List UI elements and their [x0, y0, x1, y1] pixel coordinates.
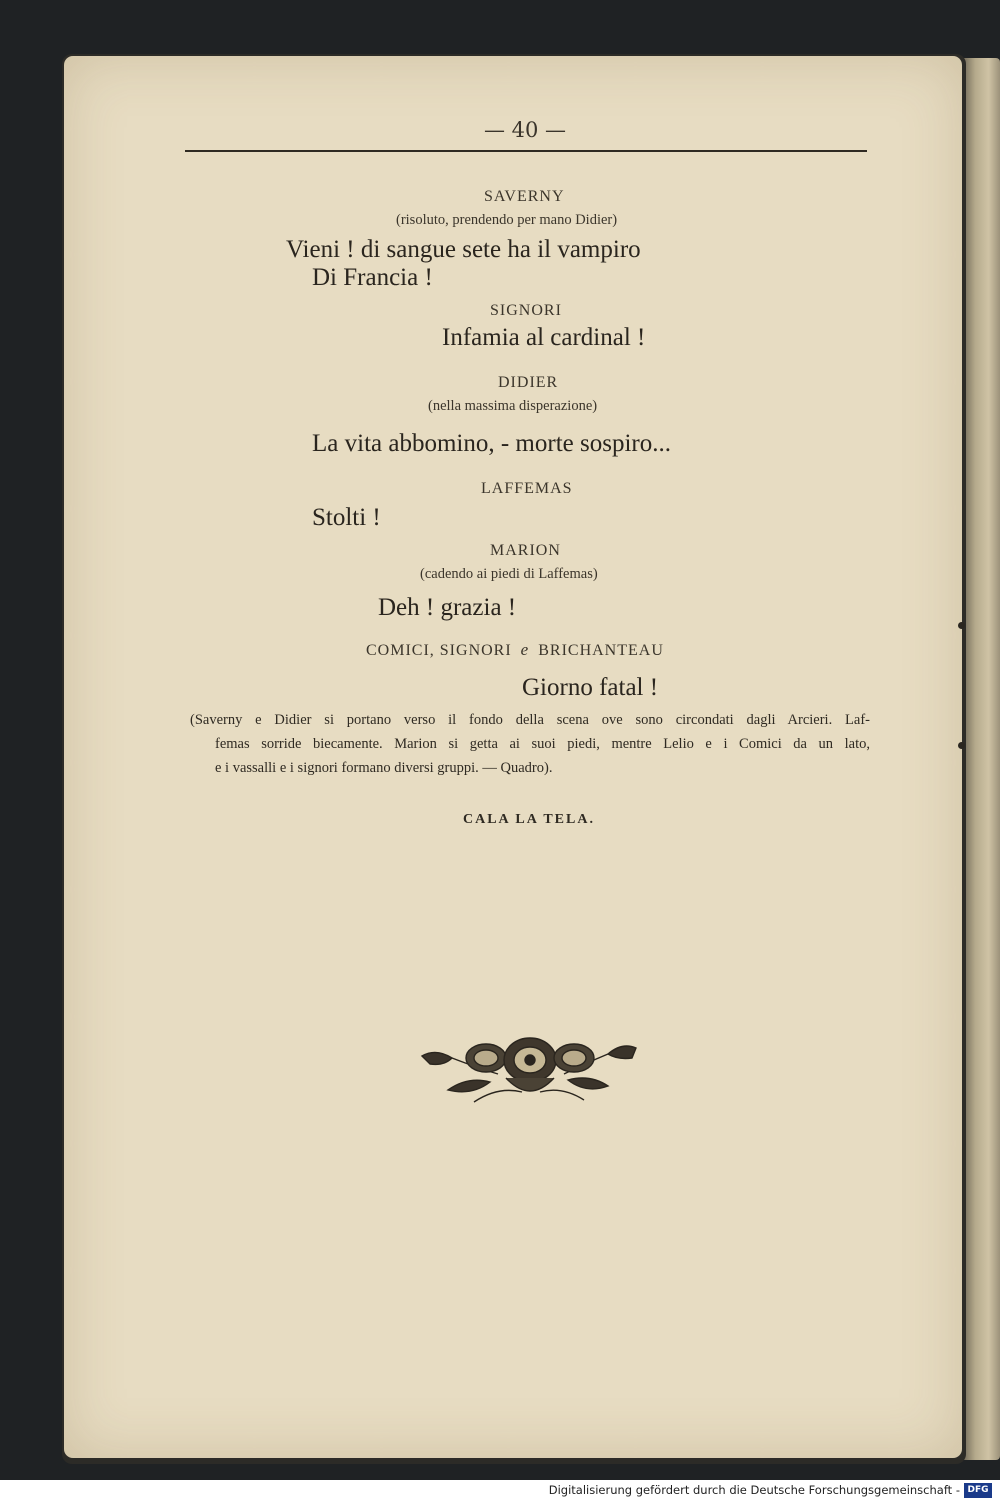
verse-marion: Deh ! grazia ! — [378, 594, 517, 621]
footer-bar — [0, 1480, 1000, 1502]
dfg-logo: DFG — [964, 1483, 992, 1498]
speaker-chorus-b: BRICHANTEAU — [538, 642, 664, 659]
verse-didier: La vita abbomino, - morte sospiro... — [312, 430, 671, 457]
verse-saverny-2: Di Francia ! — [312, 264, 433, 291]
binding-mark — [958, 622, 965, 629]
speaker-signori: SIGNORI — [490, 302, 562, 319]
speaker-chorus — [366, 640, 664, 660]
curtain-line: CALA LA TELA. — [463, 812, 595, 827]
footer-credit: Digitalisierung gefördert durch die Deutsche Forschungsgemeinschaft - — [548, 1483, 960, 1497]
binding-mark — [958, 742, 965, 749]
speaker-marion: MARION — [490, 542, 561, 559]
stage-direction-didier: (nella massima disperazione) — [428, 398, 598, 414]
verse-chorus: Giorno fatal ! — [522, 674, 659, 701]
stage-note-line-3: e i vassalli e i signori formano diversi gruppi. — Quadro). — [215, 760, 553, 776]
stage-note-line-1: (Saverny e Didier si portano verso il fondo della scena ove sono circondati dagli Arcieri. Laf- — [190, 712, 870, 728]
stage-direction-saverny: (risoluto, prendendo per mano Didier) — [396, 212, 618, 228]
speaker-chorus-a: COMICI, SIGNORI — [366, 642, 512, 659]
page-number: — 40 — — [483, 118, 567, 142]
adjacent-page-edge — [962, 58, 1000, 1460]
speaker-didier: DIDIER — [498, 374, 559, 391]
header-rule — [185, 150, 867, 152]
speaker-saverny: SAVERNY — [484, 188, 565, 205]
floral-vignette-icon — [418, 1030, 640, 1108]
stage-direction-marion: (cadendo ai piedi di Laffemas) — [420, 566, 598, 582]
speaker-laffemas: LAFFEMAS — [481, 480, 573, 497]
verse-signori: Infamia al cardinal ! — [442, 324, 646, 351]
speaker-chorus-and: e — [520, 640, 530, 659]
stage-note-line-2: femas sorride biecamente. Marion si getta ai suoi piedi, mentre Lelio e i Comici da un lato, — [215, 736, 870, 752]
verse-saverny-1: Vieni ! di sangue sete ha il vampiro — [286, 236, 641, 263]
stage-note — [190, 708, 870, 780]
verse-laffemas: Stolti ! — [312, 504, 381, 531]
